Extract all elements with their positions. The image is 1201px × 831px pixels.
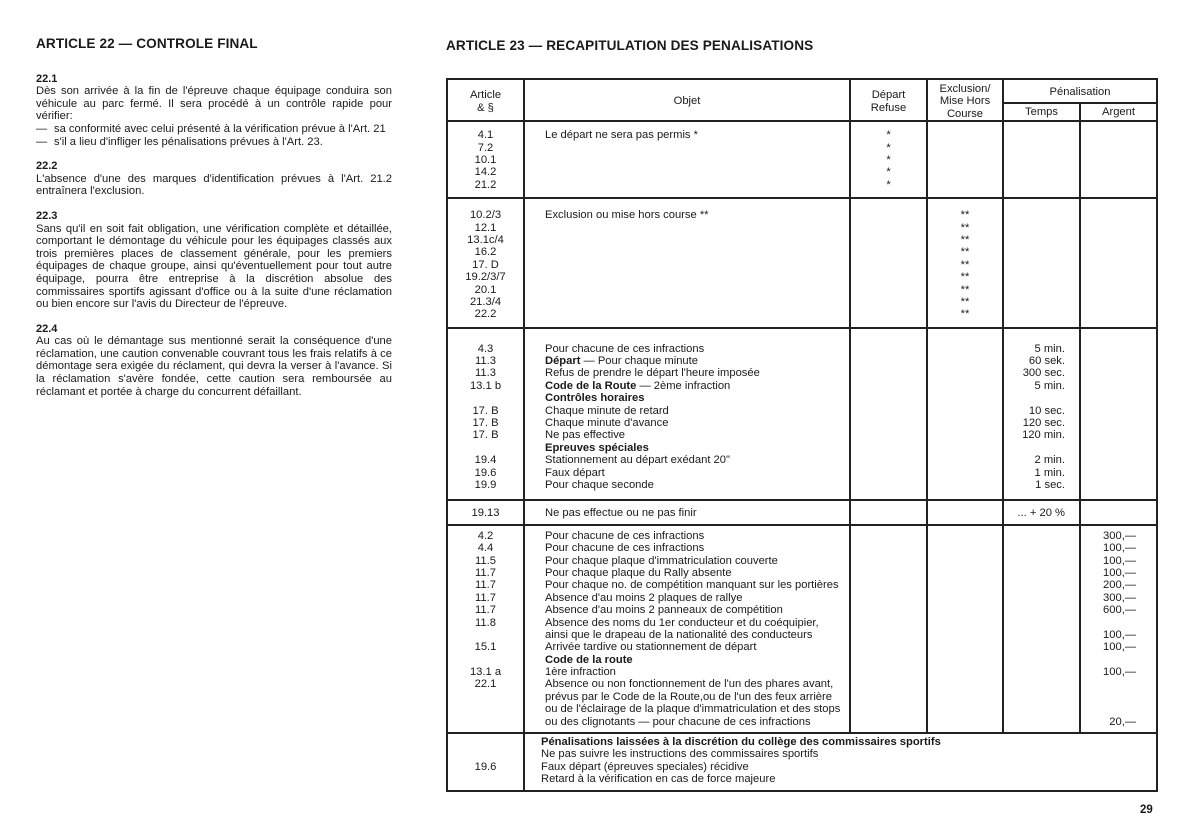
argent-value: 300,— [1103,529,1137,542]
article-number: 20.1 [474,283,497,296]
depart-cell [850,328,927,501]
article-number: 4.4 [477,542,494,555]
article-number: 10.1 [474,154,497,166]
article-number: 14.2 [474,166,497,179]
article-number: 4.1 [477,129,494,142]
article-number: 11.8 [475,616,496,629]
objet-line: Stationnement au départ exédant 20" [545,454,730,467]
section-22-2-number: 22.2 [36,160,58,173]
depart-mark: * [886,166,891,179]
exclusion-mark: ** [960,258,970,271]
temps-value: 1 sec. [1035,478,1065,491]
objet-line: prévus par le Code de la Route,ou de l'un des feux arrière [545,690,832,703]
objet-cell [524,198,850,328]
header-exclusion-line: Exclusion/ [939,83,991,95]
objet-cell [524,121,850,198]
article-number: 12.1 [474,221,497,234]
objet-line: ou des clignotants — pour chacune de ces infractions [545,715,811,728]
article-number [452,773,519,785]
objet-line: Pénalisations laissées à la discrétion du collège des commissaires sportifs [541,736,941,749]
depart-cell [850,198,927,328]
objet-line: Ne pas effectue ou ne pas finir [545,507,697,520]
argent-cell [1080,525,1157,733]
article-number: 11.7 [475,579,496,592]
article-number: 19.6 [474,466,497,479]
depart-mark: * [886,141,891,154]
objet-line: Pour chacune de ces infractions [545,542,705,555]
article-number: 19.6 [474,760,497,773]
article-number: 21.2 [474,178,497,191]
bullet-text: sa conformité avec celui présenté à la vérification prévue à l'Art. 21 [54,122,386,135]
article-number: 10.2/3 [469,209,502,222]
exclusion-mark: ** [960,209,970,222]
temps-cell [1003,198,1080,328]
article-22 [36,38,392,398]
argent-value [1085,691,1136,703]
article-cell [447,328,524,501]
article-number: 11.7 [475,566,496,579]
temps-value: 120 min. [1022,429,1065,442]
article-cell [447,121,524,198]
objet-line-bold: Code de la Route [545,379,637,392]
exclusion-cell [927,500,1003,524]
section-22-1-number: 22.1 [36,72,58,85]
objet-line-rest: — 2ème infraction [636,379,731,392]
argent-cell [1080,328,1157,501]
exclusion-mark: ** [960,233,970,246]
objet-line: Absence des noms du 1er conducteur et du coéquipier, [545,616,819,629]
article-number: 22.2 [474,308,497,321]
header-depart-line: Départ [871,89,906,102]
exclusion-mark: ** [960,221,970,234]
objet-line: Pour chaque seconde [545,478,654,491]
header-depart-line: Refuse [870,101,907,114]
argent-value: 20,— [1109,715,1137,728]
article-number [452,392,519,404]
exclusion-cell [927,525,1003,733]
header-argent: Argent [1080,103,1157,121]
exclusion-mark: ** [960,295,970,308]
objet-line: Ne pas effective [545,429,626,442]
temps-cell [1003,121,1080,198]
temps-value: 60 sek. [1028,355,1065,368]
article-number: 11.7 [475,604,496,617]
objet-line: Pour chaque plaque d'immatriculation couverte [545,554,778,567]
argent-cell [1080,121,1157,198]
exclusion-mark: ** [960,308,970,321]
depart-mark: * [886,129,891,142]
article-number [452,748,519,760]
objet-line [545,380,845,392]
penalties-table-body [447,121,1157,790]
dash: — [36,135,48,148]
header-article [447,79,524,121]
section-22-4-text: Au cas où le démantage sus mentionné serait la conséquence d'une réclamation, une caution convenable couvrant tous les frais relatifs à ce démontage sera exigée du réclament, qui devra la verser à l'avance. Si la réclamation s'avère fondée, cette caution sera remboursée au réclamant et portée à charge du concurrent défaillant. [36,335,392,398]
argent-value: 100,— [1103,666,1137,679]
article-cell [447,525,524,733]
objet-line: Retard à la vérification en cas de force majeure [541,773,776,786]
penalties-table [446,78,1158,792]
temps-cell [1003,328,1080,501]
argent-value: 100,— [1103,542,1137,555]
temps-value: ... + 20 % [1017,507,1065,520]
argent-value: 300,— [1103,591,1137,604]
temps-value: 120 sec. [1022,417,1065,430]
objet-cell [524,328,850,501]
article-cell [447,500,524,524]
article-number: 11.3 [475,355,496,368]
objet-line: Chaque minute de retard [545,404,669,417]
objet-line: Ne pas suivre les instructions des commissaires sportifs [541,748,819,761]
section-row [447,733,1157,791]
temps-value: 1 min. [1034,466,1065,479]
article-number [452,629,519,641]
objet-line: Arrivée tardive ou stationnement de départ [545,641,757,654]
header-depart [850,79,927,121]
temps-value: 300 sec. [1022,367,1065,380]
header-penalisation: Pénalisation [1003,79,1157,103]
depart-cell [850,525,927,733]
objet-line: Absence d'au moins 2 panneaux de compétition [545,604,783,617]
section-row [447,525,1157,733]
argent-cell [1080,198,1157,328]
temps-cell [1003,500,1080,524]
article-number: 19.13 [471,507,500,520]
article-number: 11.3 [475,367,496,380]
article-cell [447,733,524,791]
objet-cell [524,500,850,524]
article-number: 13.1 b [469,379,502,392]
objet-line: Absence ou non fonctionnement de l'un des phares avant, [545,678,834,691]
temps-value [1008,442,1065,454]
argent-value: 600,— [1103,604,1137,617]
section-22-3-number: 22.3 [36,209,58,222]
argent-value [1085,654,1136,666]
header-objet: Objet [524,79,850,121]
page-number: 29 [1140,804,1153,816]
header-exclusion [927,79,1003,121]
article-number [452,654,519,666]
article-number: 4.2 [477,529,494,542]
temps-value: 5 min. [1034,379,1065,392]
argent-cell [1080,500,1157,524]
article-23 [446,38,1156,792]
section-row [447,328,1157,501]
article-number: 17. B [472,417,499,430]
section-22-1-text: Dès son arrivée à la fin de l'épreuve chaque équipage conduira son véhicule au parc fermé. Il sera procédé à un contrôle rapide pour vérifier: [36,85,392,123]
objet-line: Contrôles horaires [545,392,645,405]
article-number: 21.3/4 [469,295,502,308]
dash: — [36,122,48,135]
article-number: 22.1 [474,678,497,691]
header-exclusion-line: Course [946,107,984,120]
objet-line: Code de la route [545,653,633,666]
article-number [452,703,519,715]
argent-value [1085,617,1136,629]
depart-cell [850,500,927,524]
article-number: 19.4 [474,454,497,467]
argent-value [1085,703,1136,715]
objet-line: Le départ ne sera pas permis * [545,129,698,142]
article-number: 4.3 [477,342,494,355]
exclusion-mark: ** [960,283,970,296]
temps-value [1008,392,1065,404]
section-row [447,198,1157,328]
objet-line: Refus de prendre le départ l'heure imposée [545,367,760,380]
objet-line: 1ère infraction [545,666,616,679]
argent-value: 100,— [1103,641,1137,654]
objet-line: Pour chacune de ces infractions [545,529,705,542]
article-23-title: ARTICLE 23 — RECAPITULATION DES PENALISATIONS [446,38,814,53]
section-22-3-text: Sans qu'il en soit fait obligation, une vérification complète et détaillée, comportant le démontage du véhicule pour les équipages classés aux trois premières places de classement générale, pour les premiers équipages de chaque groupe, ainsi qu'éventuellement pour tout autre équipage, pourra être entreprise à la discrétion absolue des commissaires sportifs agissant d'office ou à la suite d'une réclamation ou bien encore sur l'avis du Directeur de l'épreuve. [36,222,392,311]
objet-line: Faux départ [545,466,605,479]
article-number: 11.5 [475,554,496,567]
objet-line: ainsi que le drapeau de la nationalité des conducteurs [545,628,813,641]
bullet-text: s'il a lieu d'infliger les pénalisations prévues à l'Art. 23. [54,135,323,148]
objet-cell [524,525,850,733]
section-row [447,500,1157,524]
article-number [452,442,519,454]
article-number: 13.1 a [469,666,502,679]
header-article-line: Article [469,89,502,102]
article-number: 17. D [472,258,499,271]
objet-line: Pour chacune de ces infractions [545,342,705,355]
article-number: 17. B [472,429,499,442]
objet-line: Chaque minute d'avance [545,417,669,430]
article-number: 15.1 [474,641,497,654]
article-number: 11.7 [475,591,496,604]
exclusion-cell [927,198,1003,328]
temps-value: 5 min. [1034,342,1065,355]
argent-value [1085,678,1136,690]
objet-line: Faux départ (épreuves speciales) récidive [541,760,749,773]
article-number [452,716,519,728]
article-number: 19.2/3/7 [465,271,506,284]
objet-line: ou de l'éclairage de la plaque d'immatriculation et des stops [545,703,841,716]
objet-line [545,355,845,367]
header-temps: Temps [1003,103,1080,121]
exclusion-cell [927,121,1003,198]
article-cell [447,198,524,328]
section-22-1-bullet [36,123,392,136]
temps-cell [1003,525,1080,733]
article-number: 16.2 [474,246,497,259]
article-number: 7.2 [477,141,494,154]
argent-value: 100,— [1103,554,1137,567]
argent-value: 100,— [1103,566,1137,579]
objet-line: Exclusion ou mise hors course ** [545,209,709,222]
article-number [452,691,519,703]
article-22-title: ARTICLE 22 — CONTROLE FINAL [36,36,258,51]
header-article-line: & § [477,101,494,114]
exclusion-cell [927,328,1003,501]
objet-line: Pour chaque no. de compétition manquant sur les portières [545,579,839,592]
section-22-1-bullet [36,136,392,149]
temps-value: 2 min. [1034,454,1065,467]
article-number: 17. B [472,404,499,417]
article-number [452,736,519,748]
header-exclusion-line: Mise Hors [939,95,991,108]
objet-line-rest: — Pour chaque minute [580,355,698,368]
objet-cell [524,733,1157,791]
argent-value: 100,— [1103,628,1137,641]
objet-line: Pour chaque plaque du Rally absente [545,566,732,579]
depart-mark: * [886,154,891,166]
exclusion-mark: ** [960,246,970,259]
depart-mark: * [886,178,891,191]
article-number: 19.9 [474,478,497,491]
section-22-2-text: L'absence d'une des marques d'identification prévues à l'Art. 21.2 entraînera l'exclusion. [36,172,392,198]
objet-line: Epreuves spéciales [545,441,649,454]
argent-value: 200,— [1103,579,1137,592]
temps-value: 10 sec. [1028,404,1065,417]
article-number: 13.1c/4 [467,233,504,246]
objet-line-bold: Départ [545,355,581,368]
section-22-4-number: 22.4 [36,322,58,335]
section-row [447,121,1157,198]
depart-cell [850,121,927,198]
objet-line: Absence d'au moins 2 plaques de rallye [545,591,743,604]
exclusion-mark: ** [960,271,970,284]
